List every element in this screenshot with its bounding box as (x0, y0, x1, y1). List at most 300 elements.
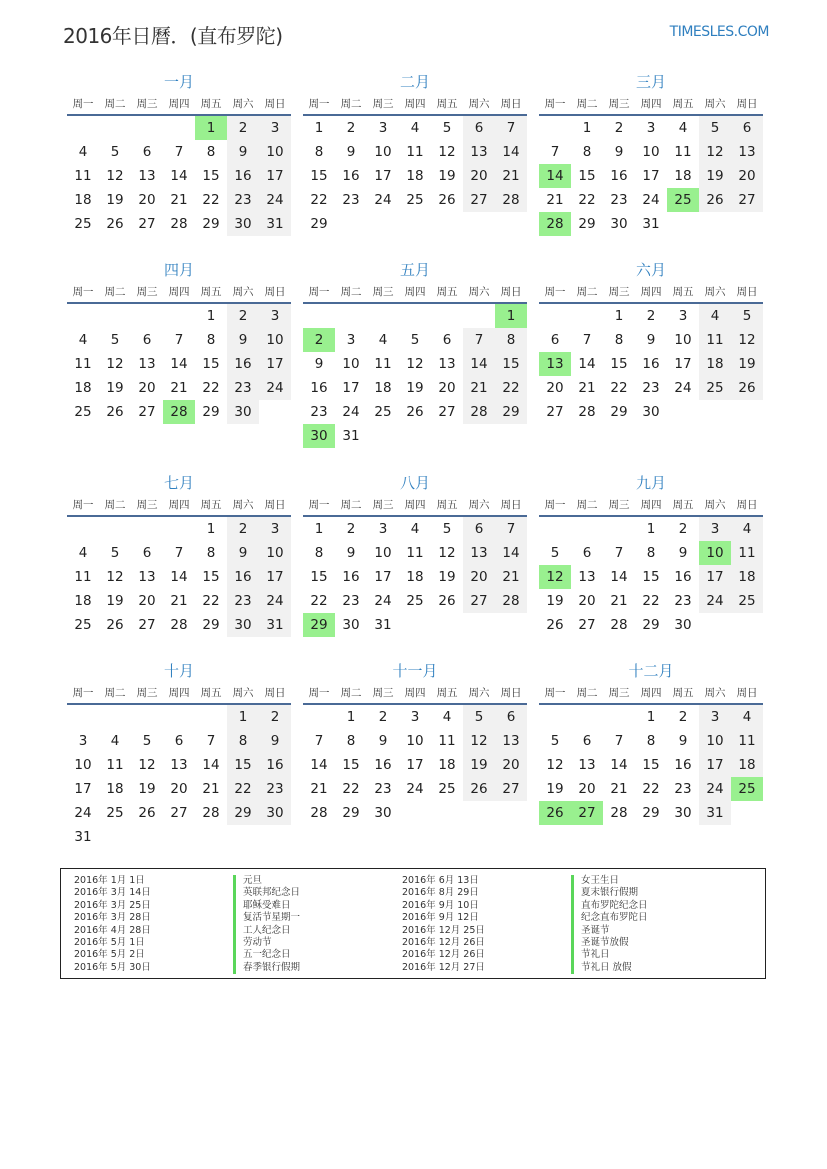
day-cell[interactable]: 6 (174, 733, 184, 749)
day-cell[interactable]: 18 (674, 168, 692, 184)
day-cell[interactable]: 23 (610, 192, 628, 208)
day-cell[interactable]: 25 (731, 777, 763, 801)
day-cell[interactable]: 13 (138, 569, 156, 585)
day-cell[interactable]: 23 (642, 380, 660, 396)
day-cell[interactable]: 31 (259, 212, 291, 236)
day-cell[interactable]: 15 (202, 569, 220, 585)
day-cell[interactable]: 7 (495, 517, 527, 541)
day-cell[interactable]: 10 (642, 144, 660, 160)
day-cell[interactable]: 22 (202, 380, 220, 396)
day-cell[interactable]: 23 (227, 188, 259, 212)
day-cell[interactable]: 18 (731, 565, 763, 589)
day-cell[interactable]: 6 (442, 332, 452, 348)
day-cell[interactable]: 9 (227, 140, 259, 164)
day-cell[interactable]: 9 (678, 733, 688, 749)
day-cell[interactable]: 2 (259, 705, 291, 729)
day-cell[interactable]: 8 (206, 545, 216, 561)
day-cell[interactable]: 16 (227, 164, 259, 188)
day-cell[interactable]: 13 (463, 140, 495, 164)
day-cell[interactable]: 26 (438, 593, 456, 609)
day-cell[interactable]: 23 (310, 404, 328, 420)
day-cell[interactable]: 5 (110, 332, 120, 348)
day-cell[interactable]: 3 (259, 517, 291, 541)
day-cell[interactable]: 30 (642, 404, 660, 420)
day-cell[interactable]: 13 (438, 356, 456, 372)
day-cell[interactable]: 27 (138, 216, 156, 232)
day-cell[interactable]: 15 (202, 168, 220, 184)
day-cell[interactable]: 15 (610, 356, 628, 372)
day-cell[interactable]: 17 (259, 565, 291, 589)
day-cell[interactable]: 19 (106, 380, 124, 396)
day-cell[interactable]: 10 (699, 729, 731, 753)
day-cell[interactable]: 2 (378, 709, 388, 725)
day-cell[interactable]: 18 (374, 380, 392, 396)
day-cell[interactable]: 30 (374, 805, 392, 821)
day-cell[interactable]: 28 (163, 400, 195, 424)
day-cell[interactable]: 12 (463, 729, 495, 753)
day-cell[interactable]: 14 (170, 356, 188, 372)
day-cell[interactable]: 11 (699, 328, 731, 352)
day-cell[interactable]: 16 (374, 757, 392, 773)
day-cell[interactable]: 4 (378, 332, 388, 348)
day-cell[interactable]: 21 (495, 565, 527, 589)
day-cell[interactable]: 7 (614, 545, 624, 561)
day-cell[interactable]: 8 (582, 144, 592, 160)
day-cell[interactable]: 28 (495, 589, 527, 613)
day-cell[interactable]: 3 (678, 308, 688, 324)
day-cell[interactable]: 4 (410, 120, 420, 136)
day-cell[interactable]: 6 (142, 144, 152, 160)
day-cell[interactable]: 29 (202, 216, 220, 232)
day-cell[interactable]: 8 (314, 144, 324, 160)
day-cell[interactable]: 15 (495, 352, 527, 376)
day-cell[interactable]: 5 (463, 705, 495, 729)
day-cell[interactable]: 13 (578, 757, 596, 773)
day-cell[interactable]: 3 (646, 120, 656, 136)
day-cell[interactable]: 22 (310, 593, 328, 609)
day-cell[interactable]: 1 (314, 120, 324, 136)
day-cell[interactable]: 13 (138, 356, 156, 372)
day-cell[interactable]: 8 (206, 332, 216, 348)
day-cell[interactable]: 23 (227, 376, 259, 400)
day-cell[interactable]: 1 (582, 120, 592, 136)
day-cell[interactable]: 26 (546, 617, 564, 633)
day-cell[interactable]: 21 (202, 781, 220, 797)
day-cell[interactable]: 26 (138, 805, 156, 821)
day-cell[interactable]: 18 (74, 192, 92, 208)
day-cell[interactable]: 12 (138, 757, 156, 773)
day-cell[interactable]: 24 (74, 805, 92, 821)
day-cell[interactable]: 20 (463, 565, 495, 589)
day-cell[interactable]: 1 (314, 521, 324, 537)
day-cell[interactable]: 24 (406, 781, 424, 797)
day-cell[interactable]: 18 (731, 753, 763, 777)
day-cell[interactable]: 12 (106, 168, 124, 184)
day-cell[interactable]: 26 (438, 192, 456, 208)
day-cell[interactable]: 18 (406, 168, 424, 184)
day-cell[interactable]: 19 (138, 781, 156, 797)
day-cell[interactable]: 29 (578, 216, 596, 232)
day-cell[interactable]: 20 (138, 192, 156, 208)
day-cell[interactable]: 13 (495, 729, 527, 753)
day-cell[interactable]: 26 (406, 404, 424, 420)
day-cell[interactable]: 24 (674, 380, 692, 396)
day-cell[interactable]: 29 (610, 404, 628, 420)
day-cell[interactable]: 19 (699, 164, 731, 188)
day-cell[interactable]: 29 (202, 617, 220, 633)
day-cell[interactable]: 12 (539, 565, 571, 589)
day-cell[interactable]: 5 (550, 733, 560, 749)
day-cell[interactable]: 30 (674, 805, 692, 821)
day-cell[interactable]: 5 (550, 545, 560, 561)
day-cell[interactable]: 10 (674, 332, 692, 348)
day-cell[interactable]: 17 (374, 168, 392, 184)
day-cell[interactable]: 14 (539, 164, 571, 188)
day-cell[interactable]: 2 (678, 709, 688, 725)
day-cell[interactable]: 23 (259, 777, 291, 801)
day-cell[interactable]: 22 (202, 192, 220, 208)
day-cell[interactable]: 19 (438, 569, 456, 585)
day-cell[interactable]: 25 (374, 404, 392, 420)
day-cell[interactable]: 9 (227, 328, 259, 352)
day-cell[interactable]: 7 (174, 545, 184, 561)
day-cell[interactable]: 8 (646, 733, 656, 749)
day-cell[interactable]: 14 (578, 356, 596, 372)
day-cell[interactable]: 15 (642, 569, 660, 585)
day-cell[interactable]: 22 (227, 777, 259, 801)
day-cell[interactable]: 3 (259, 304, 291, 328)
day-cell[interactable]: 5 (110, 144, 120, 160)
day-cell[interactable]: 10 (406, 733, 424, 749)
day-cell[interactable]: 29 (303, 613, 335, 637)
day-cell[interactable]: 4 (78, 332, 88, 348)
day-cell[interactable]: 4 (699, 304, 731, 328)
day-cell[interactable]: 10 (699, 541, 731, 565)
day-cell[interactable]: 29 (342, 805, 360, 821)
day-cell[interactable]: 3 (699, 517, 731, 541)
day-cell[interactable]: 10 (374, 545, 392, 561)
day-cell[interactable]: 11 (74, 356, 92, 372)
day-cell[interactable]: 9 (227, 541, 259, 565)
day-cell[interactable]: 21 (170, 192, 188, 208)
day-cell[interactable]: 19 (106, 593, 124, 609)
day-cell[interactable]: 13 (138, 168, 156, 184)
day-cell[interactable]: 12 (106, 569, 124, 585)
day-cell[interactable]: 8 (495, 328, 527, 352)
day-cell[interactable]: 27 (571, 801, 603, 825)
day-cell[interactable]: 24 (374, 192, 392, 208)
day-cell[interactable]: 30 (227, 613, 259, 637)
day-cell[interactable]: 19 (438, 168, 456, 184)
day-cell[interactable]: 24 (259, 188, 291, 212)
day-cell[interactable]: 5 (699, 116, 731, 140)
day-cell[interactable]: 6 (495, 705, 527, 729)
day-cell[interactable]: 20 (438, 380, 456, 396)
day-cell[interactable]: 2 (346, 521, 356, 537)
day-cell[interactable]: 5 (442, 521, 452, 537)
day-cell[interactable]: 23 (674, 593, 692, 609)
day-cell[interactable]: 15 (342, 757, 360, 773)
day-cell[interactable]: 7 (174, 144, 184, 160)
day-cell[interactable]: 5 (410, 332, 420, 348)
day-cell[interactable]: 12 (106, 356, 124, 372)
day-cell[interactable]: 25 (406, 593, 424, 609)
day-cell[interactable]: 31 (74, 829, 92, 845)
day-cell[interactable]: 7 (174, 332, 184, 348)
day-cell[interactable]: 14 (463, 352, 495, 376)
day-cell[interactable]: 10 (374, 144, 392, 160)
day-cell[interactable]: 17 (259, 164, 291, 188)
day-cell[interactable]: 24 (342, 404, 360, 420)
day-cell[interactable]: 15 (310, 168, 328, 184)
day-cell[interactable]: 28 (610, 805, 628, 821)
day-cell[interactable]: 31 (259, 613, 291, 637)
day-cell[interactable]: 4 (678, 120, 688, 136)
day-cell[interactable]: 21 (310, 781, 328, 797)
day-cell[interactable]: 9 (378, 733, 388, 749)
day-cell[interactable]: 4 (731, 517, 763, 541)
day-cell[interactable]: 25 (731, 589, 763, 613)
day-cell[interactable]: 9 (346, 545, 356, 561)
day-cell[interactable]: 30 (342, 617, 360, 633)
day-cell[interactable]: 10 (259, 541, 291, 565)
day-cell[interactable]: 20 (138, 380, 156, 396)
day-cell[interactable]: 15 (202, 356, 220, 372)
day-cell[interactable]: 1 (646, 709, 656, 725)
day-cell[interactable]: 30 (227, 400, 259, 424)
day-cell[interactable]: 25 (438, 781, 456, 797)
day-cell[interactable]: 2 (227, 304, 259, 328)
day-cell[interactable]: 13 (463, 541, 495, 565)
day-cell[interactable]: 17 (406, 757, 424, 773)
day-cell[interactable]: 16 (342, 569, 360, 585)
day-cell[interactable]: 28 (578, 404, 596, 420)
day-cell[interactable]: 25 (74, 404, 92, 420)
day-cell[interactable]: 22 (342, 781, 360, 797)
day-cell[interactable]: 28 (610, 617, 628, 633)
day-cell[interactable]: 21 (463, 376, 495, 400)
day-cell[interactable]: 19 (546, 593, 564, 609)
day-cell[interactable]: 18 (106, 781, 124, 797)
day-cell[interactable]: 6 (731, 116, 763, 140)
day-cell[interactable]: 31 (699, 801, 731, 825)
day-cell[interactable]: 21 (610, 593, 628, 609)
day-cell[interactable]: 2 (646, 308, 656, 324)
day-cell[interactable]: 14 (610, 757, 628, 773)
day-cell[interactable]: 16 (310, 380, 328, 396)
day-cell[interactable]: 27 (546, 404, 564, 420)
day-cell[interactable]: 1 (346, 709, 356, 725)
day-cell[interactable]: 20 (578, 593, 596, 609)
day-cell[interactable]: 11 (74, 168, 92, 184)
day-cell[interactable]: 6 (142, 332, 152, 348)
day-cell[interactable]: 14 (495, 541, 527, 565)
day-cell[interactable]: 19 (731, 352, 763, 376)
day-cell[interactable]: 18 (74, 593, 92, 609)
day-cell[interactable]: 8 (314, 545, 324, 561)
day-cell[interactable]: 27 (463, 188, 495, 212)
day-cell[interactable]: 1 (206, 521, 216, 537)
day-cell[interactable]: 14 (495, 140, 527, 164)
day-cell[interactable]: 7 (550, 144, 560, 160)
day-cell[interactable]: 20 (138, 593, 156, 609)
day-cell[interactable]: 6 (550, 332, 560, 348)
day-cell[interactable]: 8 (646, 545, 656, 561)
day-cell[interactable]: 15 (227, 753, 259, 777)
day-cell[interactable]: 28 (539, 212, 571, 236)
day-cell[interactable]: 15 (578, 168, 596, 184)
day-cell[interactable]: 24 (642, 192, 660, 208)
day-cell[interactable]: 27 (138, 404, 156, 420)
day-cell[interactable]: 16 (674, 757, 692, 773)
day-cell[interactable]: 8 (227, 729, 259, 753)
day-cell[interactable]: 19 (406, 380, 424, 396)
day-cell[interactable]: 4 (442, 709, 452, 725)
day-cell[interactable]: 19 (463, 753, 495, 777)
day-cell[interactable]: 26 (699, 188, 731, 212)
day-cell[interactable]: 6 (582, 545, 592, 561)
day-cell[interactable]: 5 (442, 120, 452, 136)
day-cell[interactable]: 5 (731, 304, 763, 328)
day-cell[interactable]: 25 (406, 192, 424, 208)
day-cell[interactable]: 10 (259, 140, 291, 164)
day-cell[interactable]: 2 (614, 120, 624, 136)
day-cell[interactable]: 20 (731, 164, 763, 188)
day-cell[interactable]: 13 (170, 757, 188, 773)
day-cell[interactable]: 16 (642, 356, 660, 372)
day-cell[interactable]: 13 (731, 140, 763, 164)
day-cell[interactable]: 22 (642, 781, 660, 797)
day-cell[interactable]: 4 (410, 521, 420, 537)
day-cell[interactable]: 12 (438, 545, 456, 561)
day-cell[interactable]: 21 (170, 593, 188, 609)
day-cell[interactable]: 22 (202, 593, 220, 609)
day-cell[interactable]: 28 (463, 400, 495, 424)
day-cell[interactable]: 2 (678, 521, 688, 537)
day-cell[interactable]: 27 (463, 589, 495, 613)
day-cell[interactable]: 23 (674, 781, 692, 797)
day-cell[interactable]: 29 (310, 216, 328, 232)
day-cell[interactable]: 21 (495, 164, 527, 188)
day-cell[interactable]: 6 (463, 116, 495, 140)
day-cell[interactable]: 3 (78, 733, 88, 749)
day-cell[interactable]: 14 (170, 569, 188, 585)
day-cell[interactable]: 4 (78, 545, 88, 561)
day-cell[interactable]: 18 (438, 757, 456, 773)
day-cell[interactable]: 18 (406, 569, 424, 585)
day-cell[interactable]: 24 (259, 376, 291, 400)
day-cell[interactable]: 22 (495, 376, 527, 400)
day-cell[interactable]: 17 (74, 781, 92, 797)
day-cell[interactable]: 8 (614, 332, 624, 348)
day-cell[interactable]: 2 (227, 116, 259, 140)
day-cell[interactable]: 11 (731, 541, 763, 565)
day-cell[interactable]: 28 (495, 188, 527, 212)
day-cell[interactable]: 5 (110, 545, 120, 561)
day-cell[interactable]: 11 (374, 356, 392, 372)
day-cell[interactable]: 6 (463, 517, 495, 541)
day-cell[interactable]: 3 (259, 116, 291, 140)
day-cell[interactable]: 15 (310, 569, 328, 585)
day-cell[interactable]: 7 (463, 328, 495, 352)
day-cell[interactable]: 5 (142, 733, 152, 749)
day-cell[interactable]: 24 (699, 777, 731, 801)
day-cell[interactable]: 6 (142, 545, 152, 561)
day-cell[interactable]: 27 (438, 404, 456, 420)
day-cell[interactable]: 15 (642, 757, 660, 773)
day-cell[interactable]: 13 (578, 569, 596, 585)
day-cell[interactable]: 21 (546, 192, 564, 208)
day-cell[interactable]: 16 (342, 168, 360, 184)
day-cell[interactable]: 17 (699, 565, 731, 589)
day-cell[interactable]: 17 (259, 352, 291, 376)
day-cell[interactable]: 28 (202, 805, 220, 821)
day-cell[interactable]: 7 (582, 332, 592, 348)
day-cell[interactable]: 11 (438, 733, 456, 749)
day-cell[interactable]: 25 (74, 617, 92, 633)
day-cell[interactable]: 30 (303, 424, 335, 448)
day-cell[interactable]: 31 (342, 428, 360, 444)
day-cell[interactable]: 1 (227, 705, 259, 729)
day-cell[interactable]: 28 (170, 216, 188, 232)
day-cell[interactable]: 10 (74, 757, 92, 773)
day-cell[interactable]: 6 (582, 733, 592, 749)
day-cell[interactable]: 24 (374, 593, 392, 609)
day-cell[interactable]: 11 (731, 729, 763, 753)
day-cell[interactable]: 2 (303, 328, 335, 352)
day-cell[interactable]: 18 (699, 352, 731, 376)
day-cell[interactable]: 27 (731, 188, 763, 212)
day-cell[interactable]: 1 (614, 308, 624, 324)
day-cell[interactable]: 1 (646, 521, 656, 537)
day-cell[interactable]: 24 (259, 589, 291, 613)
day-cell[interactable]: 17 (642, 168, 660, 184)
day-cell[interactable]: 7 (314, 733, 324, 749)
day-cell[interactable]: 29 (202, 404, 220, 420)
day-cell[interactable]: 11 (406, 545, 424, 561)
day-cell[interactable]: 26 (539, 801, 571, 825)
day-cell[interactable]: 23 (374, 781, 392, 797)
day-cell[interactable]: 23 (342, 593, 360, 609)
day-cell[interactable]: 23 (342, 192, 360, 208)
day-cell[interactable]: 3 (378, 521, 388, 537)
day-cell[interactable]: 24 (699, 589, 731, 613)
day-cell[interactable]: 3 (346, 332, 356, 348)
day-cell[interactable]: 17 (699, 753, 731, 777)
day-cell[interactable]: 21 (610, 781, 628, 797)
day-cell[interactable]: 27 (170, 805, 188, 821)
day-cell[interactable]: 16 (259, 753, 291, 777)
day-cell[interactable]: 14 (610, 569, 628, 585)
day-cell[interactable]: 2 (346, 120, 356, 136)
day-cell[interactable]: 23 (227, 589, 259, 613)
day-cell[interactable]: 21 (578, 380, 596, 396)
day-cell[interactable]: 8 (346, 733, 356, 749)
day-cell[interactable]: 9 (614, 144, 624, 160)
day-cell[interactable]: 31 (374, 617, 392, 633)
day-cell[interactable]: 3 (378, 120, 388, 136)
day-cell[interactable]: 28 (170, 617, 188, 633)
day-cell[interactable]: 20 (578, 781, 596, 797)
day-cell[interactable]: 1 (495, 304, 527, 328)
day-cell[interactable]: 11 (406, 144, 424, 160)
day-cell[interactable]: 12 (438, 144, 456, 160)
day-cell[interactable]: 1 (195, 116, 227, 140)
day-cell[interactable]: 3 (699, 705, 731, 729)
day-cell[interactable]: 22 (578, 192, 596, 208)
day-cell[interactable]: 25 (106, 805, 124, 821)
day-cell[interactable]: 19 (546, 781, 564, 797)
